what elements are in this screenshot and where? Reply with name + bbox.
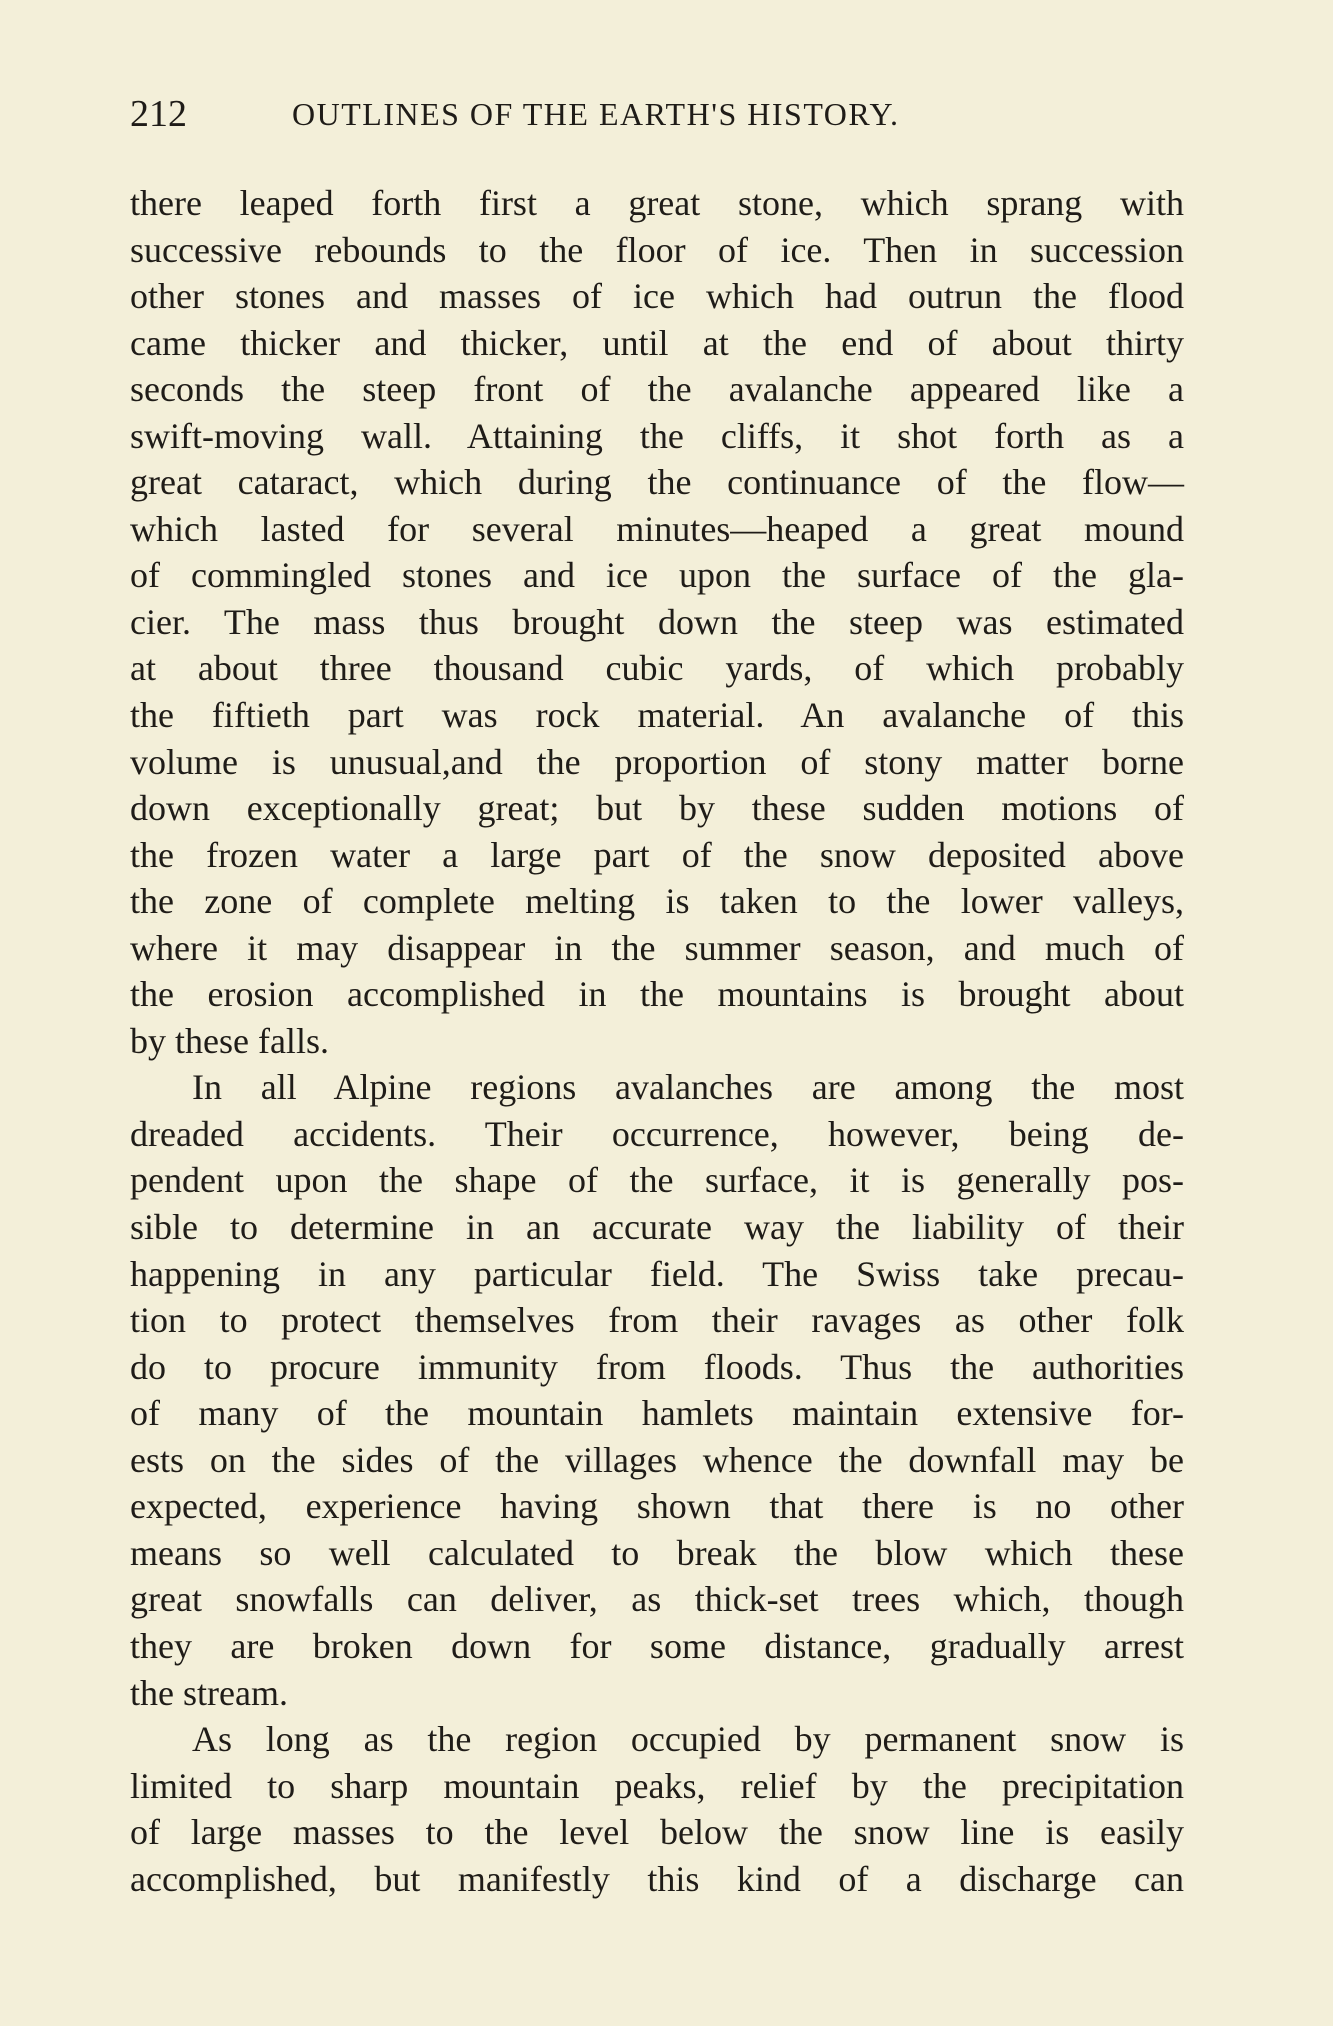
text-line: seconds the steep front of the avalanche appeared like a [130, 369, 1184, 410]
text-line: pendent upon the shape of the surface, it is generally pos- [130, 1160, 1184, 1201]
text-line: As long as the region occupied by permanent snow is [192, 1719, 1184, 1760]
text-line: swift-moving wall. Attaining the cliffs, it shot forth as a [130, 415, 1184, 456]
text-line: at about three thousand cubic yards, of which probably [130, 648, 1184, 689]
text-line: ests on the sides of the villages whence the downfall may be [130, 1439, 1184, 1480]
text-line: where it may disappear in the summer season, and much of [130, 927, 1184, 968]
text-line: they are broken down for some distance, gradually arrest [130, 1625, 1184, 1666]
text-line: the zone of complete melting is taken to the lower valleys, [130, 881, 1184, 922]
paragraph [130, 180, 1184, 1064]
text-line: the fiftieth part was rock material. An avalanche of this [130, 695, 1184, 736]
text-line: the stream. [130, 1672, 288, 1713]
text-line: came thicker and thicker, until at the end of about thirty [130, 322, 1184, 363]
text-line: volume is unusual,and the proportion of stony matter borne [130, 741, 1184, 782]
text-line: of many of the mountain hamlets maintain extensive for- [130, 1393, 1184, 1434]
page-header [130, 92, 1190, 142]
text-line: do to procure immunity from floods. Thus the authorities [130, 1346, 1184, 1387]
text-line: which lasted for several minutes—heaped a great mound [130, 508, 1184, 549]
text-line: expected, experience having shown that there is no other [130, 1486, 1184, 1527]
text-line: limited to sharp mountain peaks, relief by the precipitation [130, 1765, 1184, 1806]
text-line: by these falls. [130, 1020, 329, 1061]
text-line: the frozen water a large part of the snow deposited above [130, 834, 1184, 875]
text-line: tion to protect themselves from their ravages as other folk [130, 1300, 1184, 1341]
text-line: successive rebounds to the floor of ice. Then in succession [130, 229, 1184, 270]
page-body [130, 180, 1184, 1902]
text-line: great snowfalls can deliver, as thick-set trees which, though [130, 1579, 1184, 1620]
page-number: 212 [130, 93, 187, 135]
text-line: other stones and masses of ice which had outrun the flood [130, 276, 1184, 317]
text-line: happening in any particular field. The Swiss take precau- [130, 1253, 1184, 1294]
text-line: dreaded accidents. Their occurrence, however, being de- [130, 1113, 1184, 1154]
text-line: sible to determine in an accurate way the liability of their [130, 1207, 1184, 1248]
text-line: the erosion accomplished in the mountains is brought about [130, 974, 1184, 1015]
text-line: In all Alpine regions avalanches are among the most [192, 1067, 1184, 1108]
running-head: OUTLINES OF THE EARTH'S HISTORY. [292, 96, 900, 132]
text-line: of commingled stones and ice upon the surface of the gla- [130, 555, 1184, 596]
paragraph [130, 1716, 1184, 1902]
text-line: means so well calculated to break the blow which these [130, 1532, 1184, 1573]
text-line: down exceptionally great; but by these sudden motions of [130, 788, 1184, 829]
text-line: cier. The mass thus brought down the steep was estimated [130, 601, 1184, 642]
text-line: great cataract, which during the continuance of the flow— [130, 462, 1184, 503]
text-line: of large masses to the level below the snow line is easily [130, 1812, 1184, 1853]
paragraph [130, 1064, 1184, 1716]
text-line: there leaped forth first a great stone, which sprang with [130, 183, 1184, 223]
text-line: accomplished, but manifestly this kind of a discharge can [130, 1858, 1184, 1899]
